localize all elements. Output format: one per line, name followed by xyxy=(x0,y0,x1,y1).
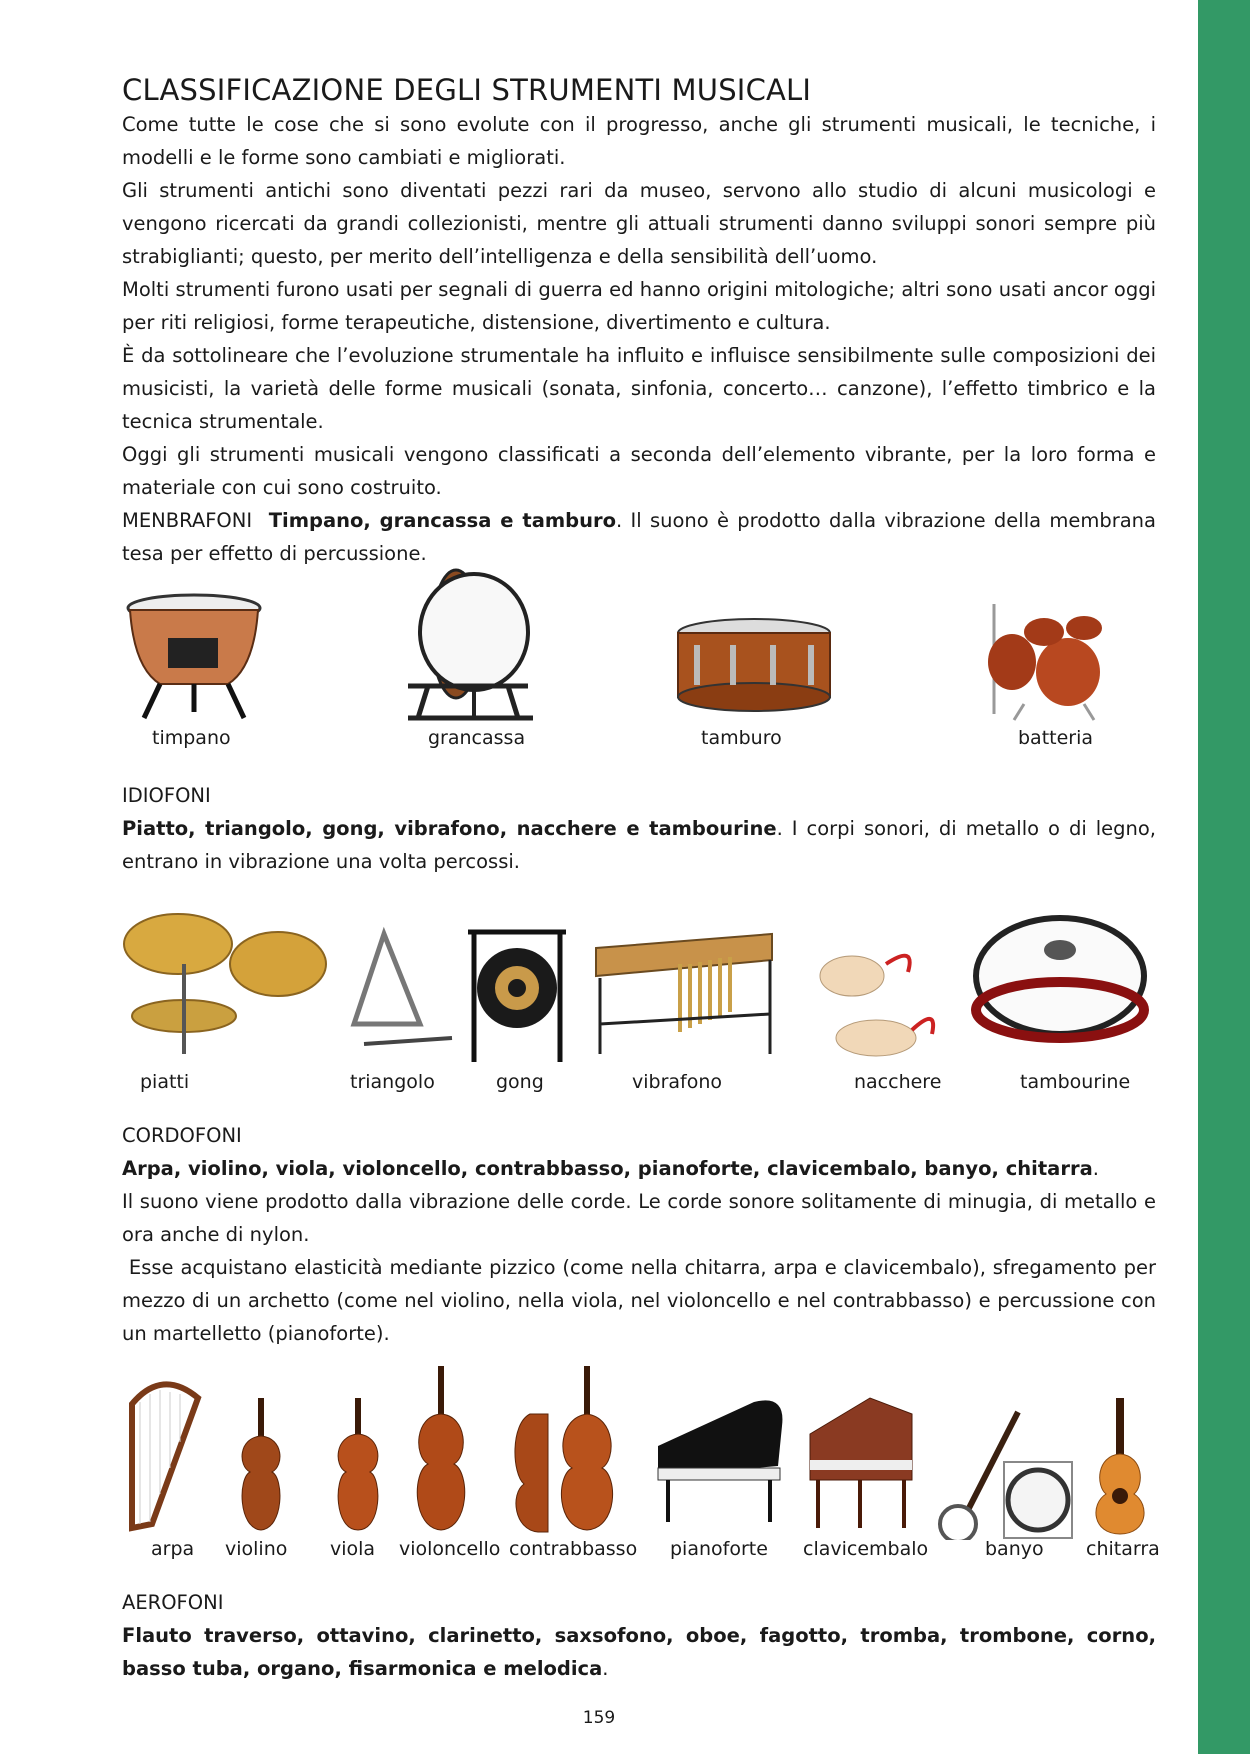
grancassa-image xyxy=(388,566,556,726)
batteria-image xyxy=(984,598,1112,722)
gong-image xyxy=(462,926,572,1066)
intro-paragraph-5: Oggi gli strumenti musicali vengono classificati a seconda dell’elemento vibrante, per la loro forma e materiale con cui sono costruito. xyxy=(122,443,1156,499)
idiofoni-label: IDIOFONI xyxy=(122,784,211,807)
tamburo-image xyxy=(674,615,834,721)
piatti-image xyxy=(118,906,328,1056)
cordofoni-paragraph-1 xyxy=(122,1152,1156,1185)
caption-viola: viola xyxy=(330,1538,376,1560)
intro-paragraph-4: È da sottolineare che l’evoluzione strumentale ha influito e influisce sensibilmente sulle composizioni dei musicisti, la varietà delle forme musicali (sonata, sinfonia, concerto… canzone), l’effetto timbrico e la tecnica strumentale. xyxy=(122,344,1156,433)
intro-paragraph-1: Come tutte le cose che si sono evolute con il progresso, anche gli strumenti musicali, le tecniche, i modelli e le forme sono cambiati e migliorati. xyxy=(122,113,1156,169)
aerofoni-paragraph xyxy=(122,1619,1156,1685)
triangolo-image xyxy=(344,924,456,1054)
banyo-image xyxy=(934,1400,1074,1540)
caption-nacchere: nacchere xyxy=(854,1071,942,1093)
clavicembalo-image xyxy=(800,1394,920,1534)
vibrafono-image xyxy=(590,924,778,1066)
cordofoni-label: CORDOFONI xyxy=(122,1124,242,1147)
idiofoni-bold: Piatto, triangolo, gong, vibrafono, nacchere e tambourine xyxy=(122,817,777,840)
aerofoni-text xyxy=(122,1586,1156,1685)
caption-violino: violino xyxy=(225,1538,288,1560)
caption-vibrafono: vibrafono xyxy=(632,1071,723,1093)
caption-timpano: timpano xyxy=(152,727,231,749)
caption-pianoforte: pianoforte xyxy=(670,1538,768,1560)
violino-image xyxy=(234,1396,288,1532)
caption-tambourine: tambourine xyxy=(1020,1071,1131,1093)
aerofoni-bold: Flauto traverso, ottavino, clarinetto, saxsofono, oboe, fagotto, tromba, trombone, corno, basso tuba, organo, fisarmonica e melodica xyxy=(122,1624,1156,1680)
page-number: 159 xyxy=(582,1708,616,1728)
nacchere-image xyxy=(812,924,950,1064)
caption-piatti: piatti xyxy=(140,1071,190,1093)
viola-image xyxy=(330,1396,386,1532)
cordofoni-bold: Arpa, violino, viola, violoncello, contrabbasso, pianoforte, clavicembalo, banyo, chitarra xyxy=(122,1157,1093,1180)
membrafoni-paragraph xyxy=(122,504,1156,570)
cordofoni-paragraph-3: Esse acquistano elasticità mediante pizzico (come nella chitarra, arpa e clavicembalo), sfregamento per mezzo di un archetto (come nel violino, nella viola, nel violoncello e nel contrabbasso) e percussione con un martelletto (pianoforte). xyxy=(122,1256,1163,1345)
idiofoni-paragraph xyxy=(122,812,1156,878)
pianoforte-image xyxy=(654,1396,790,1526)
idiofoni-text xyxy=(122,779,1156,878)
cordofoni-paragraph-2: Il suono viene prodotto dalla vibrazione delle corde. Le corde sonore solitamente di minugia, di metallo e ora anche di nylon. xyxy=(122,1190,1156,1246)
caption-clavicembalo: clavicembalo xyxy=(803,1538,929,1560)
green-margin-bar xyxy=(1198,0,1250,1754)
caption-chitarra: chitarra xyxy=(1086,1538,1160,1560)
caption-tamburo: tamburo xyxy=(701,727,782,749)
aerofoni-text-rest: . xyxy=(602,1657,609,1680)
caption-triangolo: triangolo xyxy=(350,1071,435,1093)
idiofoni-text-rest: . I corpi sonori, di metallo o di legno, entrano in vibrazione una volta percossi. xyxy=(122,817,1157,873)
caption-violoncello: violoncello xyxy=(399,1538,501,1560)
caption-grancassa: grancassa xyxy=(428,727,526,749)
cordofoni-text xyxy=(122,1119,1163,1350)
caption-contrabbasso: contrabbasso xyxy=(509,1538,638,1560)
membrafoni-label: MENBRAFONI xyxy=(122,509,253,532)
arpa-image xyxy=(122,1374,202,1532)
caption-arpa: arpa xyxy=(151,1538,195,1560)
membrafoni-text: . Il suono è prodotto dalla vibrazione della membrana tesa per effetto di percussione. xyxy=(122,509,1156,565)
caption-banyo: banyo xyxy=(985,1538,1044,1560)
aerofoni-label: AEROFONI xyxy=(122,1591,224,1614)
caption-batteria: batteria xyxy=(1018,727,1094,749)
timpano-image xyxy=(120,588,268,720)
chitarra-image xyxy=(1088,1396,1154,1536)
tambourine-image xyxy=(968,912,1168,1052)
intro-paragraph-2: Gli strumenti antichi sono diventati pezzi rari da museo, servono allo studio di alcuni musicologi e vengono ricercati da grandi collezionisti, mentre gli attuali strumenti danno sviluppi sonori sempre più strabiglianti; questo, per merito dell’intelligenza e della sensibilità dell’uomo. xyxy=(122,179,1156,268)
text-top xyxy=(122,72,1156,570)
intro-paragraph-3: Molti strumenti furono usati per segnali di guerra ed hanno origini mitologiche; altri sono usati ancor oggi per riti religiosi, forme terapeutiche, distensione, divertimento e cultura. xyxy=(122,278,1156,334)
page-title: CLASSIFICAZIONE DEGLI STRUMENTI MUSICALI xyxy=(122,73,812,107)
membrafoni-bold: Timpano, grancassa e tamburo xyxy=(268,509,617,532)
violoncello-image xyxy=(410,1364,472,1534)
caption-gong: gong xyxy=(496,1071,544,1093)
cordofoni-text-rest: . xyxy=(1092,1157,1099,1180)
contrabbasso-image xyxy=(508,1364,626,1534)
